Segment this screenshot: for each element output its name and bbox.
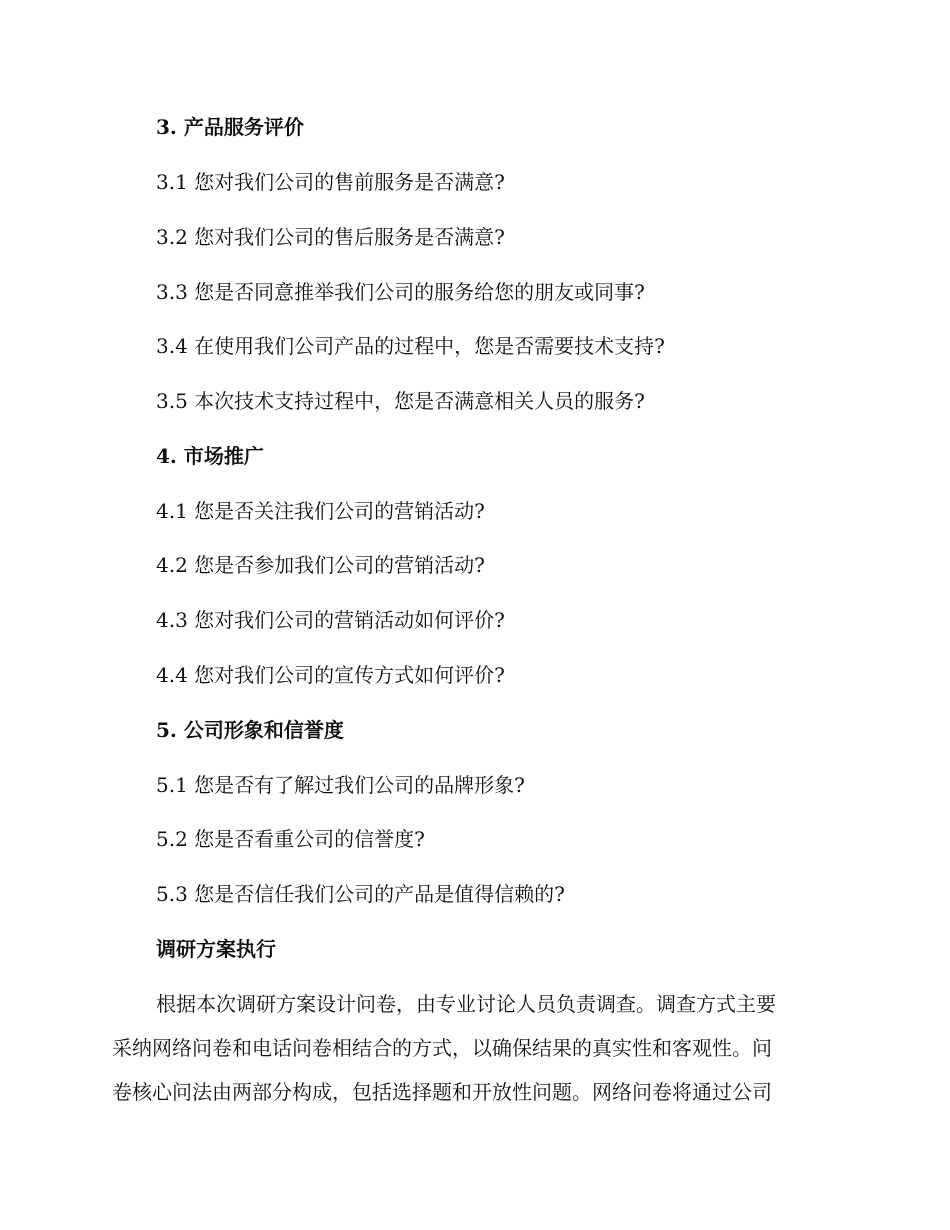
paragraph-line: 根据本次调研方案设计问卷，由专业讨论人员负责调查。调查方式主要 <box>156 992 776 1016</box>
question-item: 3.3 您是否同意推举我们公司的服务给您的朋友或同事? <box>156 280 645 304</box>
question-item: 3.4 在使用我们公司产品的过程中，您是否需要技术支持? <box>156 334 665 358</box>
question-item: 5.2 您是否看重公司的信誉度? <box>156 827 425 851</box>
question-item: 3.2 您对我们公司的售后服务是否满意? <box>156 225 505 249</box>
section-heading-company-image: 5. 公司形象和信誉度 <box>156 718 344 742</box>
question-item: 4.3 您对我们公司的营销活动如何评价? <box>156 608 505 632</box>
question-item: 5.3 您是否信任我们公司的产品是值得信赖的? <box>156 882 565 906</box>
paragraph-line: 采纳网络问卷和电话问卷相结合的方式，以确保结果的真实性和客观性。问 <box>112 1036 772 1060</box>
question-item: 3.5 本次技术支持过程中，您是否满意相关人员的服务? <box>156 389 645 413</box>
paragraph-line: 卷核心问法由两部分构成，包括选择题和开放性问题。网络问卷将通过公司 <box>112 1080 772 1104</box>
question-item: 4.1 您是否关注我们公司的营销活动? <box>156 499 485 523</box>
question-item: 4.2 您是否参加我们公司的营销活动? <box>156 553 485 577</box>
section-heading-execution: 调研方案执行 <box>156 937 276 961</box>
section-heading-marketing: 4. 市场推广 <box>156 444 264 468</box>
question-item: 3.1 您对我们公司的售前服务是否满意? <box>156 170 505 194</box>
question-item: 4.4 您对我们公司的宣传方式如何评价? <box>156 663 505 687</box>
section-heading-product-service: 3. 产品服务评价 <box>156 115 304 139</box>
question-item: 5.1 您是否有了解过我们公司的品牌形象? <box>156 773 525 797</box>
